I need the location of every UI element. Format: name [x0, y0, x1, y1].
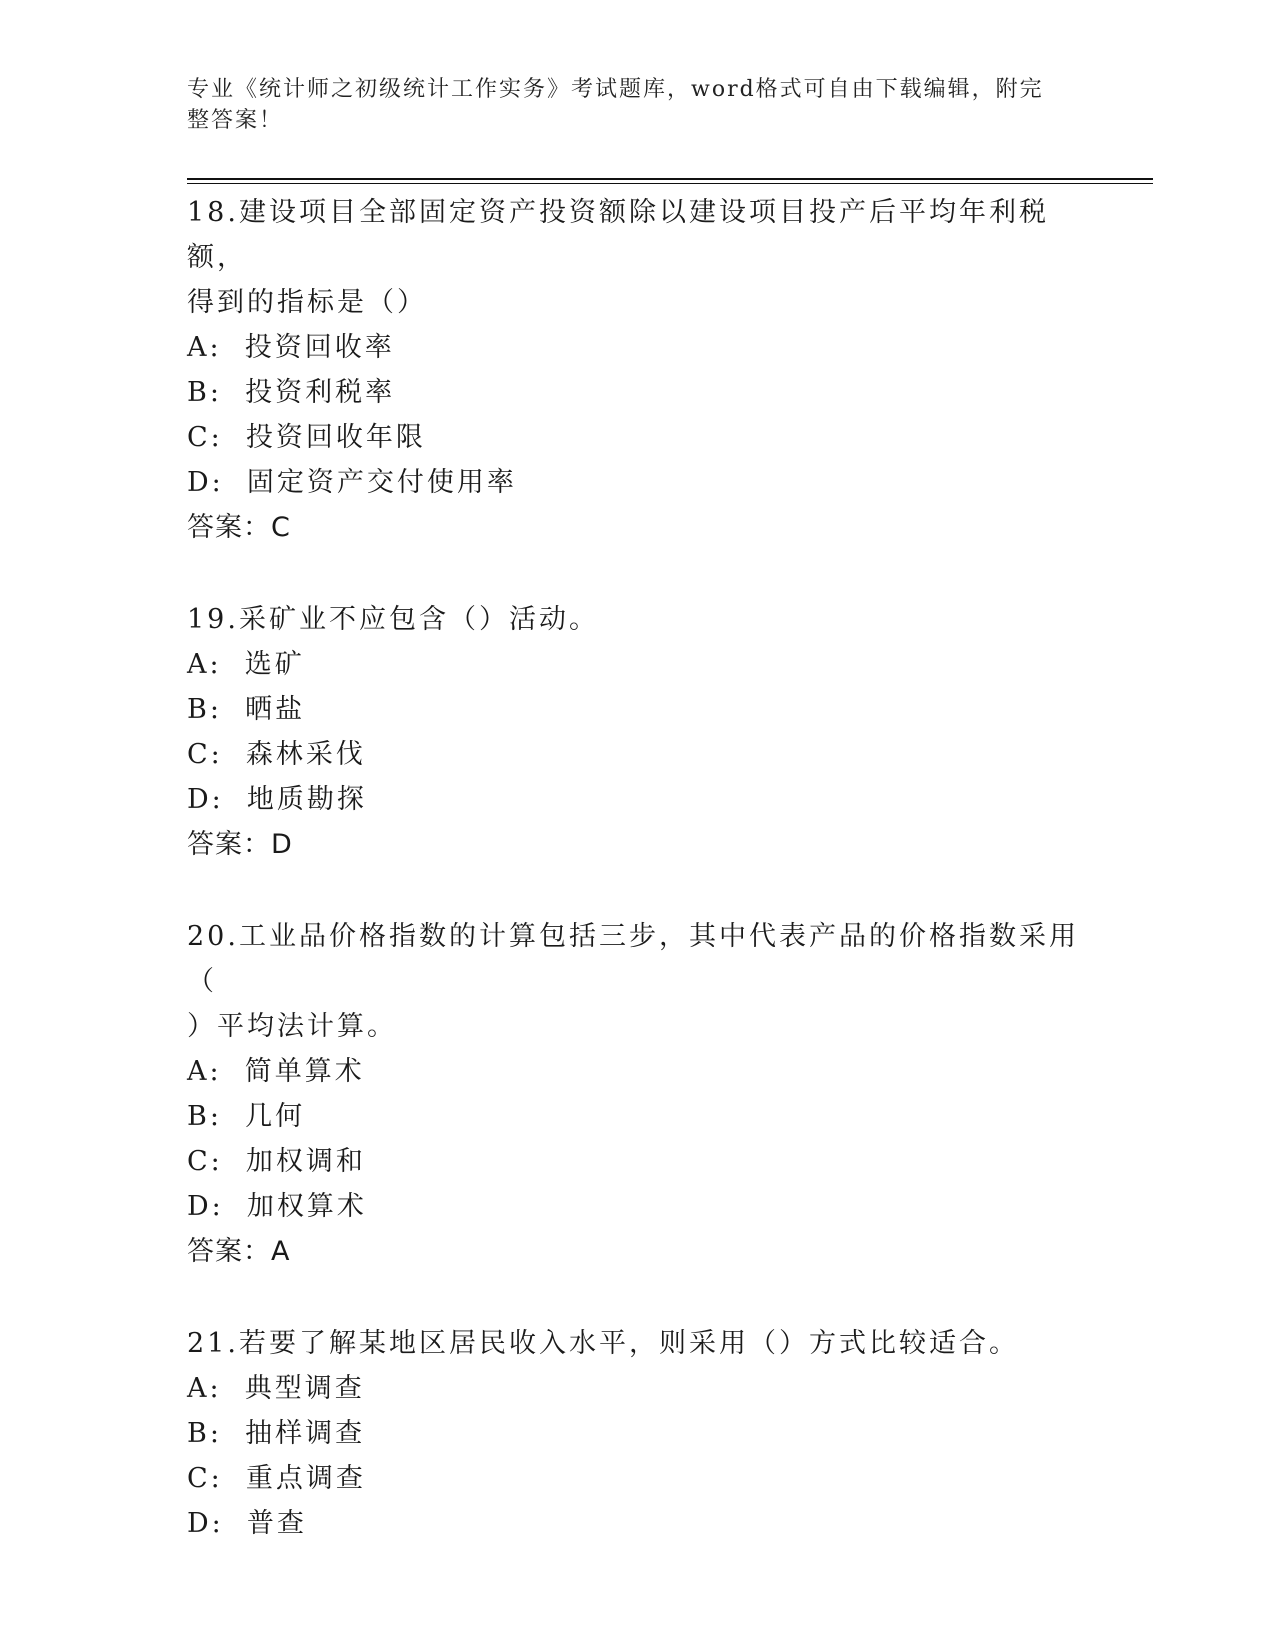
header-divider-thick — [187, 178, 1153, 180]
question-stem — [187, 914, 1087, 1049]
question-stem — [187, 597, 1087, 642]
question-stem-line-1: 18.建设项目全部固定资产投资额除以建设项目投产后平均年利税额， — [187, 197, 1049, 273]
option-a: A: 简单算术 — [187, 1056, 365, 1087]
header-divider-thin — [187, 183, 1153, 184]
question-21 — [187, 1321, 1087, 1546]
option-a: A: 投资回收率 — [187, 332, 395, 363]
option-d: D: 固定资产交付使用率 — [187, 467, 517, 498]
question-stem — [187, 190, 1087, 325]
option-c: C: 加权调和 — [187, 1146, 366, 1177]
document-header — [187, 74, 1067, 136]
option-b: B: 晒盐 — [187, 694, 306, 725]
header-line-1: 专业《统计师之初级统计工作实务》考试题库，word格式可自由下载编辑，附完 — [187, 77, 1044, 102]
question-20 — [187, 914, 1087, 1275]
question-list — [187, 190, 1087, 1592]
option-c: C: 森林采伐 — [187, 739, 366, 770]
answer-text: 答案：D — [187, 829, 293, 860]
question-stem-line-2: ）平均法计算。 — [187, 1011, 397, 1042]
option-a: A: 典型调查 — [187, 1373, 365, 1404]
option-d: D: 加权算术 — [187, 1191, 367, 1222]
question-19 — [187, 597, 1087, 868]
option-b: B: 抽样调查 — [187, 1418, 366, 1449]
option-d: D: 普查 — [187, 1508, 307, 1539]
option-c: C: 重点调查 — [187, 1463, 366, 1494]
option-a: A: 选矿 — [187, 649, 305, 680]
question-stem-line-2: 得到的指标是（） — [187, 287, 427, 318]
question-stem — [187, 1321, 1087, 1366]
question-stem-line-1: 21.若要了解某地区居民收入水平，则采用（）方式比较适合。 — [187, 1328, 1019, 1359]
option-d: D: 地质勘探 — [187, 784, 367, 815]
question-18 — [187, 190, 1087, 551]
answer-text: 答案：C — [187, 512, 291, 543]
option-b: B: 几何 — [187, 1101, 306, 1132]
question-stem-line-1: 19.采矿业不应包含（）活动。 — [187, 604, 599, 635]
header-line-2: 整答案！ — [187, 108, 284, 133]
question-stem-line-1: 20.工业品价格指数的计算包括三步，其中代表产品的价格指数采用（ — [187, 921, 1079, 997]
option-b: B: 投资利税率 — [187, 377, 396, 408]
option-c: C: 投资回收年限 — [187, 422, 426, 453]
answer-text: 答案：A — [187, 1236, 291, 1267]
